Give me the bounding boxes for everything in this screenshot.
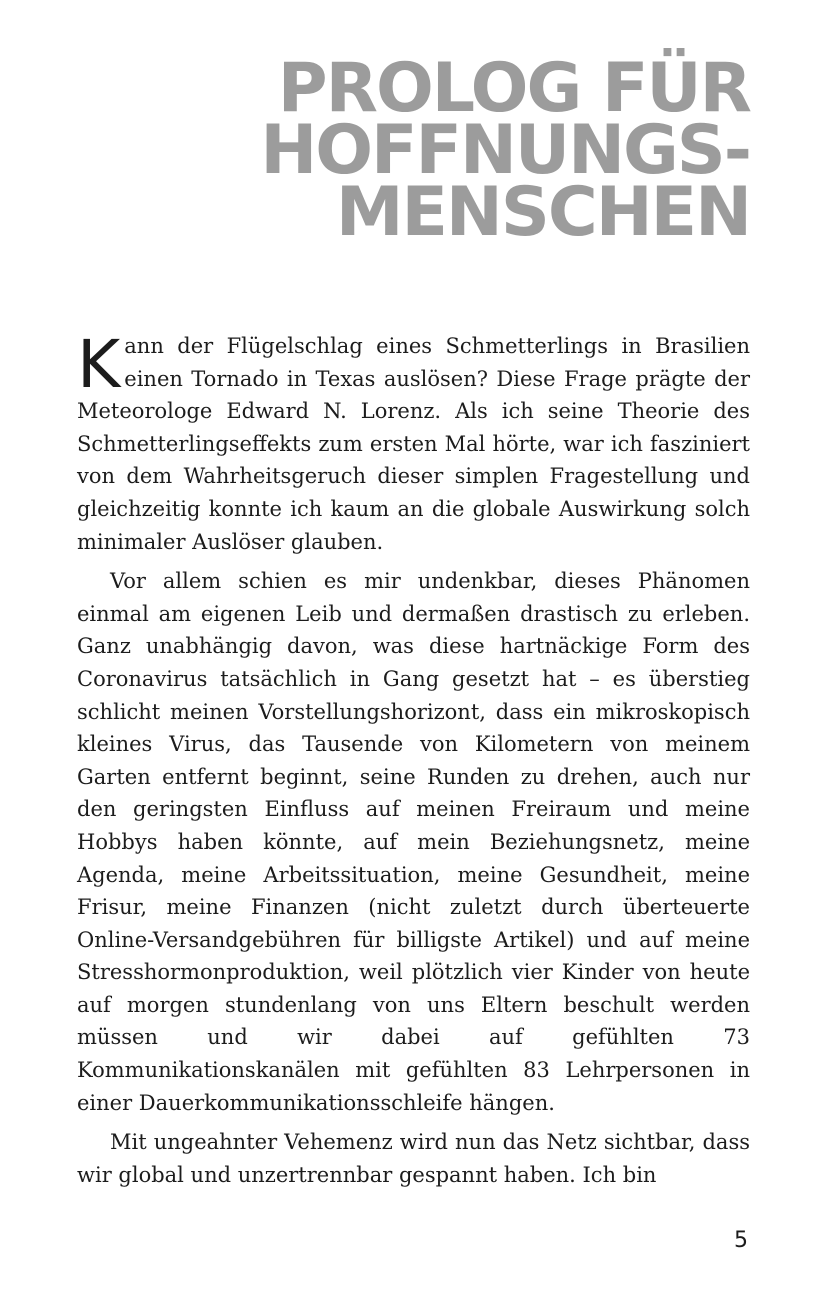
paragraph-3: Mit ungeahnter Vehemenz wird nun das Netz sichtbar, dass wir global und unzertrennbar gespannt haben. Ich bin xyxy=(77,1130,750,1187)
page-number: 5 xyxy=(734,1228,748,1253)
chapter-title-line-1: PROLOG FÜR xyxy=(277,49,750,128)
chapter-title-line-3: MENSCHEN xyxy=(335,173,750,252)
paragraph-2: Vor allem schien es mir undenkbar, dieses Phänomen einmal am eigenen Leib und dermaßen drastisch zu erleben. Ganz unabhängig davon, was diese hartnäckige Form des Coronavirus tatsächlich in Gang gesetzt hat – es überstieg schlicht meinen Vorstellungshorizont, dass ein mikroskopisch kleines Virus, das Tausende von Kilometern von meinem Garten entfernt beginnt, seine Runden zu drehen, auch nur den geringsten Einfluss auf meinen Freiraum und meine Hobbys haben könnte, auf mein Beziehungsnetz, meine Agenda, meine Arbeitssituation, meine Gesundheit, meine Frisur, meine Finanzen (nicht zuletzt durch überteuerte Online-Versandgebühren für billigste Artikel) und auf meine Stresshormonproduktion, weil plötzlich vier Kinder von heute auf morgen stundenlang von uns Eltern beschult werden müssen und wir dabei auf gefühlten 73 Kommunikationskanälen mit gefühlten 83 Lehrpersonen in einer Dauerkommunikationsschleife hängen. xyxy=(77,569,750,1115)
drop-cap: K xyxy=(77,326,121,403)
paragraph-1-text: ann der Flügelschlag eines Schmetterlings in Brasilien einen Tornado in Texas auslösen? Diese Frage prägte der Meteorologe Edward N. Lorenz. Als ich seine Theorie des Schmetterlingseffekts zum ersten Mal hörte, war ich fasziniert von dem Wahrheitsgeruch dieser simplen Fragestellung und gleichzeitig konnte ich kaum an die globale Auswirkung solch minimaler Auslöser glauben. xyxy=(77,334,750,554)
paragraph-1 xyxy=(77,326,750,558)
body-text xyxy=(77,326,750,1198)
chapter-title-line-2: HOFFNUNGS- xyxy=(260,111,750,190)
chapter-title xyxy=(260,49,750,252)
